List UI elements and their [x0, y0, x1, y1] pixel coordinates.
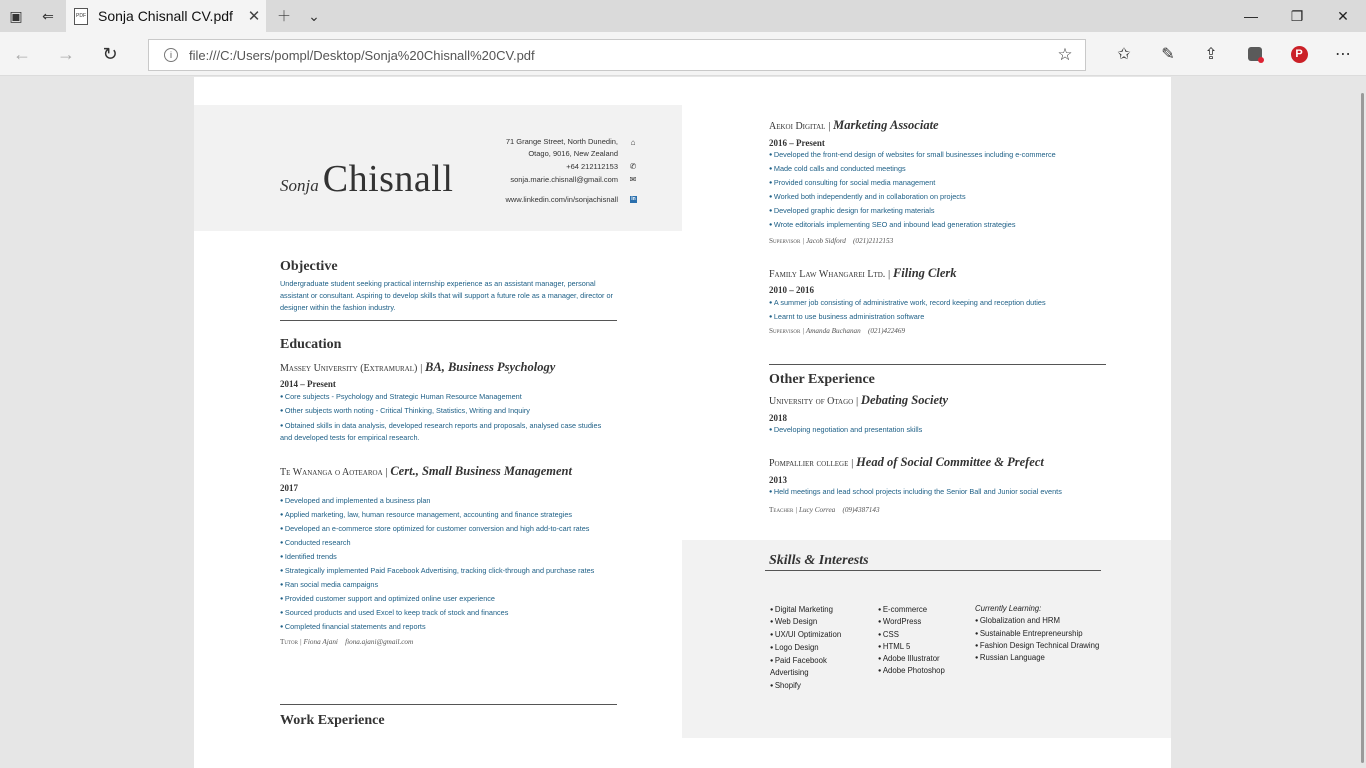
- address-bar: [0, 32, 1366, 76]
- list-item: ● Developed graphic design for marketing materials: [769, 204, 1129, 218]
- edu2-heading: Te Wananga o Aotearoa | Cert., Small Business Management: [280, 464, 572, 478]
- cv-page-left: [194, 77, 682, 768]
- skills-column-3: [975, 603, 1115, 664]
- list-item: ● Developed the front-end design of websites for small businesses including e-commerce: [769, 148, 1129, 162]
- edu2-years: 2017: [280, 483, 298, 493]
- tab-bar: [0, 0, 1366, 32]
- list-item: ● Adobe Photoshop: [878, 665, 968, 677]
- objective-text: Undergraduate student seeking practical internship experience as an assistant manager, personal assistant or consultant. Aspiring to develop skills that will support a future role as a manager, director or designer within the fashion industry.: [280, 279, 613, 312]
- list-item: ● Worked both independently and in collaboration on projects: [769, 190, 1129, 204]
- cv-page-right: [682, 77, 1171, 768]
- minimize-icon[interactable]: —: [1244, 8, 1258, 24]
- close-window-icon[interactable]: ✕: [1337, 7, 1349, 24]
- other1-heading: University of Otago | Debating Society: [769, 393, 949, 407]
- share-icon[interactable]: ⇪: [1204, 46, 1218, 63]
- list-item: ● Developed and implemented a business plan: [280, 494, 640, 508]
- list-item: ● Developing negotiation and presentation skills: [769, 423, 1129, 437]
- mail-icon: ✉: [629, 175, 637, 184]
- tab-actions-icon[interactable]: ▣: [9, 7, 23, 24]
- list-item: ● Digital Marketing: [770, 604, 854, 616]
- phone-icon: ✆: [629, 162, 637, 171]
- job2-bullets: [769, 296, 1129, 324]
- list-item: ● Strategically implemented Paid Facebook Advertising, tracking click-through and purchase rates: [280, 564, 640, 578]
- pdf-viewport[interactable]: [0, 77, 1366, 768]
- job2-reference: Supervisor | Amanda Buchanan (021)422469: [769, 327, 906, 335]
- list-item: ● Conducted research: [280, 536, 640, 550]
- favorite-star-icon[interactable]: ☆: [1057, 45, 1073, 64]
- list-item: ● Sourced products and used Excel to keep track of stock and finances: [280, 606, 640, 620]
- list-item: ● CSS: [878, 629, 968, 641]
- divider: [280, 320, 617, 321]
- home-icon: ⌂: [630, 138, 636, 147]
- job1-reference: Supervisor | Jacob Sidford (021)2112153: [769, 237, 894, 245]
- list-item: ● Wrote editorials implementing SEO and inbound lead generation strategies: [769, 218, 1129, 232]
- pdf-icon: PDF: [74, 8, 88, 25]
- edu2-reference: Tutor | Fiona Ajani fiona.ajani@gmail.com: [280, 638, 414, 646]
- cv-name: [280, 157, 453, 201]
- objective-title: Objective: [280, 259, 338, 274]
- education-title: Education: [280, 337, 342, 352]
- pen-icon[interactable]: ✎: [1161, 46, 1175, 63]
- first-name: Sonja: [280, 176, 319, 195]
- url-text[interactable]: file:///C:/Users/pompl/Desktop/Sonja%20Chisnall%20CV.pdf: [189, 47, 535, 63]
- other2-years: 2013: [769, 475, 787, 485]
- chevron-down-icon[interactable]: ⌄: [308, 7, 320, 24]
- list-item: ● Sustainable Entrepreneurship: [975, 628, 1115, 640]
- skills-column-1: [770, 604, 854, 692]
- list-item: ● A summer job consisting of administrative work, record keeping and reception duties: [769, 296, 1129, 310]
- pinterest-icon[interactable]: P: [1282, 38, 1316, 70]
- list-item: ● Identified trends: [280, 550, 640, 564]
- contact-email: sonja.marie.chisnall@gmail.com: [510, 175, 618, 184]
- last-name: Chisnall: [322, 158, 454, 200]
- refresh-icon[interactable]: ↻: [102, 43, 118, 64]
- list-item: ● Obtained skills in data analysis, developed research reports and proposals, analysed case studies and developed tests for empirical research.: [280, 418, 610, 443]
- forward-icon[interactable]: →: [57, 43, 75, 64]
- other1-years: 2018: [769, 413, 787, 423]
- list-item: ● Ran social media campaigns: [280, 578, 640, 592]
- other2-bullets: [769, 485, 1139, 499]
- list-item: ● Shopify: [770, 680, 854, 692]
- divider: [280, 704, 617, 705]
- list-item: ● UX/UI Optimization: [770, 629, 854, 641]
- list-item: ● Developed an e-commerce store optimized for customer conversion and high add-to-cart rates: [280, 522, 640, 536]
- list-item: ● Made cold calls and conducted meetings: [769, 162, 1129, 176]
- linkedin-icon: in: [631, 196, 636, 202]
- edu1-heading: Massey University (Extramural) | BA, Business Psychology: [280, 360, 556, 374]
- extension-icon[interactable]: [1238, 38, 1272, 70]
- back-icon[interactable]: ←: [13, 43, 31, 64]
- list-item: ● Web Design: [770, 616, 854, 628]
- list-item: ● Provided customer support and optimized online user experience: [280, 592, 640, 606]
- list-item: ● Core subjects - Psychology and Strategic Human Resource Management: [280, 390, 610, 404]
- work-title: Work Experience: [280, 713, 385, 728]
- skills-column-2: [878, 604, 968, 678]
- job2-heading: Family Law Whangarei Ltd. | Filing Clerk: [769, 266, 957, 280]
- more-menu-icon[interactable]: ⋯: [1335, 46, 1351, 63]
- edu1-bullets: [280, 390, 610, 443]
- tab-title: Sonja Chisnall CV.pdf: [98, 8, 233, 24]
- divider: [769, 364, 1106, 365]
- other2-reference: Teacher | Lucy Correa (09)4387143: [769, 506, 880, 514]
- list-item: ● WordPress: [878, 616, 968, 628]
- cv-header: [194, 105, 682, 231]
- contact-linkedin: www.linkedin.com/in/sonjachisnall: [505, 195, 618, 204]
- list-item: ● Fashion Design Technical Drawing: [975, 640, 1115, 652]
- list-item: ● Adobe Illustrator: [878, 653, 968, 665]
- job2-years: 2010 – 2016: [769, 285, 814, 295]
- info-icon[interactable]: i: [164, 48, 178, 62]
- list-item: ● Completed financial statements and reports: [280, 620, 640, 634]
- list-item: ● E-commerce: [878, 604, 968, 616]
- list-item: ● Learnt to use business administration software: [769, 310, 1129, 324]
- close-tab-icon[interactable]: ✕: [247, 8, 261, 25]
- other1-bullets: [769, 423, 1129, 437]
- list-item: ● Russian Language: [975, 652, 1115, 664]
- set-aside-tabs-icon[interactable]: ⇐: [42, 7, 54, 24]
- favorites-icon[interactable]: ✩: [1117, 46, 1131, 63]
- list-item: ● Other subjects worth noting - Critical Thinking, Statistics, Writing and Inquiry: [280, 404, 610, 418]
- divider: [765, 570, 1101, 571]
- list-item: ● HTML 5: [878, 641, 968, 653]
- url-field[interactable]: [148, 39, 1086, 71]
- currently-learning-label: Currently Learning:: [975, 604, 1042, 613]
- job1-heading: Aekoi Digital | Marketing Associate: [769, 118, 939, 132]
- skills-title: Skills & Interests: [769, 553, 869, 568]
- edu2-bullets: [280, 494, 640, 634]
- list-item: ● Paid Facebook Advertising: [770, 655, 854, 680]
- job1-bullets: [769, 148, 1129, 232]
- other-experience-title: Other Experience: [769, 372, 875, 387]
- address-line-1: 71 Grange Street, North Dunedin,: [505, 137, 618, 146]
- vertical-scrollbar[interactable]: [1361, 93, 1364, 763]
- list-item: ● Logo Design: [770, 642, 854, 654]
- address-line-2: Otago, 9016, New Zealand: [528, 149, 618, 158]
- list-item: ● Globalization and HRM: [975, 615, 1115, 627]
- restore-icon[interactable]: ❐: [1290, 7, 1304, 24]
- other2-heading: Pompallier college | Head of Social Committee & Prefect: [769, 455, 1044, 469]
- edu1-years: 2014 – Present: [280, 379, 336, 389]
- job1-years: 2016 – Present: [769, 138, 825, 148]
- new-tab-icon[interactable]: ＋: [277, 8, 291, 24]
- list-item: ● Provided consulting for social media management: [769, 176, 1129, 190]
- list-item: ● Held meetings and lead school projects including the Senior Ball and Junior social events: [769, 485, 1139, 499]
- skills-section: [682, 540, 1171, 738]
- tab-active[interactable]: [66, 0, 266, 32]
- list-item: ● Applied marketing, law, human resource management, accounting and finance strategies: [280, 508, 640, 522]
- contact-phone: +64 212112153: [566, 162, 618, 171]
- contact-address: [506, 136, 618, 160]
